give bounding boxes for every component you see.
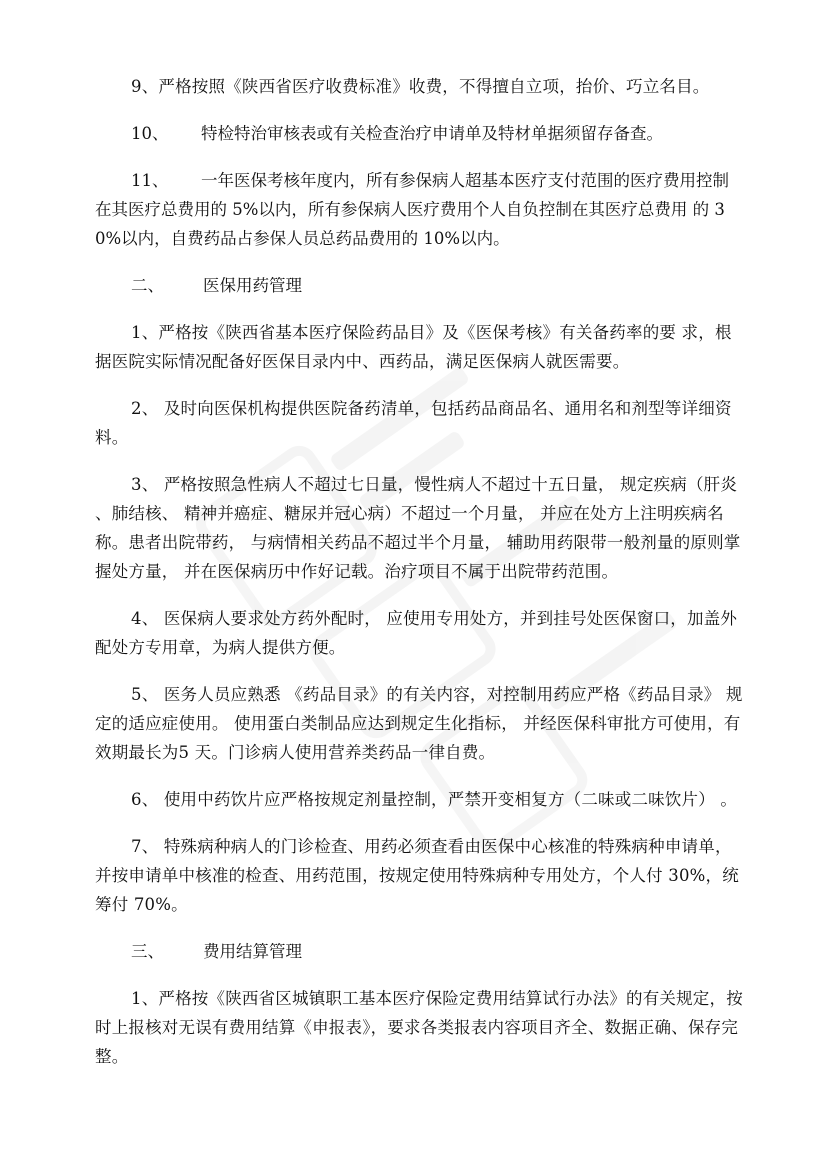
section-number: 三、 <box>131 942 164 961</box>
paragraph-med-2: 2、 及时向医保机构提供医院备药清单，包括药品商品名、通用名和剂型等详细资料。 <box>95 399 732 447</box>
paragraph-med-7: 7、 特殊病种病人的门诊检查、用药必须查看由医保中心核准的特殊病种申请单， 并按申请单中核准的检查、用药范围，按规定使用特殊病种专用处方，个人付 30%，统筹付 70%。 <box>95 837 739 914</box>
paragraph-item-11 <box>95 166 745 253</box>
document-body <box>95 72 745 1071</box>
paragraph-med-6: 6、 使用中药饮片应严格按规定剂量控制，严禁开变相复方（二味或二味饮片） 。 <box>131 790 738 809</box>
item-text: 一年医保考核年度内，所有参保病人超基本医疗支付范围的医疗费用控制 在其医疗总费用的 5%以内，所有参保病人医疗费用个人自负控制在其医疗总费用 的 30%以内，自费药品占参保人员总药品费用的 10%以内。 <box>95 171 729 248</box>
section-heading-2 <box>95 271 745 300</box>
item-text: 特检特治审核表或有关检查治疗申请单及特材单据须留存备查。 <box>201 124 663 143</box>
section-title: 医保用药管理 <box>203 276 302 295</box>
paragraph-settle-1: 1、严格按《陕西省区城镇职工基本医疗保险定费用结算试行办法》的有关规定，按时上报核对无误有费用结算《申报表》，要求各类报表内容项目齐全、数据正确、保存完整。 <box>95 989 743 1066</box>
paragraph-med-4: 4、 医保病人要求处方药外配时， 应使用专用处方，并到挂号处医保窗口，加盖外配处方专用章，为病人提供方便。 <box>95 609 738 657</box>
section-number: 二、 <box>131 276 164 295</box>
section-heading-3 <box>95 937 745 966</box>
paragraph-item-9: 9、严格按照《陕西省医疗收费标准》收费，不得擅自立项，抬价、巧立名目。 <box>131 77 710 96</box>
item-number: 10、 <box>131 124 169 143</box>
section-title: 费用结算管理 <box>203 942 302 961</box>
paragraph-item-10 <box>95 119 745 148</box>
item-number: 11、 <box>131 171 169 190</box>
paragraph-med-5: 5、 医务人员应熟悉 《药品目录》的有关内容，对控制用药应严格《药品目录》 规定的适应症使用。 使用蛋白类制品应达到规定生化指标， 并经医保科审批方可使用，有效期最长为5 天。门诊病人使用营养类药品一律自费。 <box>95 685 743 762</box>
paragraph-med-1: 1、严格按《陕西省基本医疗保险药品目》及《医保考核》有关备药率的要 求，根据医院实际情况配备好医保目录内中、西药品，满足医保病人就医需要。 <box>95 323 732 371</box>
paragraph-med-3: 3、 严格按照急性病人不超过七日量，慢性病人不超过十五日量， 规定疾病（肝炎 、肺结核、 精神并癌症、糖尿并冠心病）不超过一个月量， 并应在处方上注明疾病名称。患者出院带药， 与病情相关药品不超过半个月量， 辅助用药限带一般剂量的原则掌握处方量， 并在医保病历中作好记载。治疗项目不属于出院带药范围。 <box>95 475 741 581</box>
